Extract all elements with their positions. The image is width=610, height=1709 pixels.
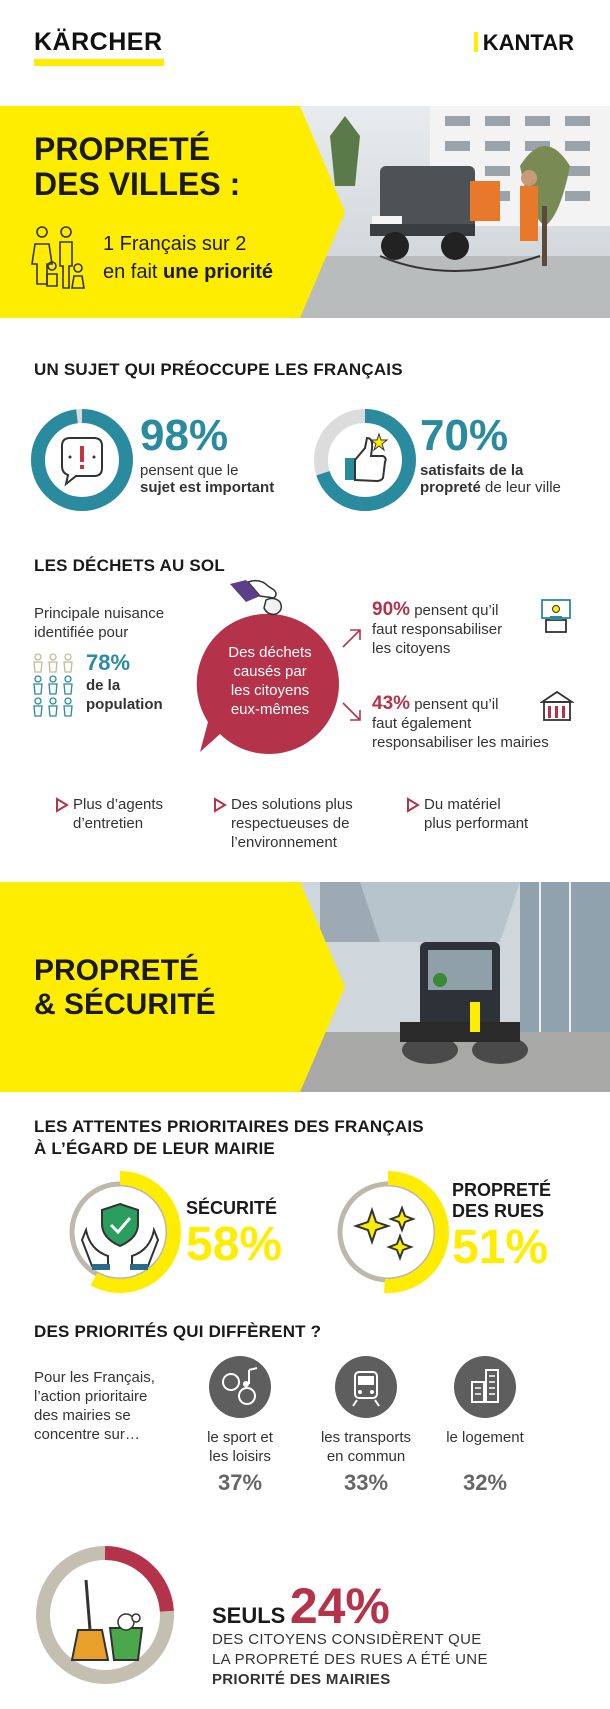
person-head-icon [65,654,71,660]
citizens-text-2: faut responsabiliser [372,621,503,638]
housing-value: 32% [462,1470,508,1495]
bubble-line-1: Des déchets [228,644,312,661]
section-4-title: DES PRIORITÉS QUI DIFFÈRENT ? [34,1322,322,1341]
kantar-logo-mark [474,32,478,52]
donut-security [58,1170,182,1294]
mayors-text-2: faut également [372,715,472,732]
person-body-icon [64,684,72,694]
bullet-2-line-3: l’environnement [231,834,337,851]
transport-line-2: en commun [326,1448,406,1465]
nuisance-line-2: identifiée pour [34,624,129,641]
housing-line-1: le logement [446,1429,524,1446]
population-line-2: population [86,696,163,713]
triangle-bullet-icon [55,797,69,813]
section-3-title-line-2: À L’ÉGARD DE LEUR MAIRIE [34,1139,275,1158]
donut-70 [313,408,417,512]
citizens-value: 90% [372,599,411,620]
intro-line-2: l’action prioritaire [34,1388,148,1405]
priority-transport [310,1356,422,1496]
security-label: SÉCURITÉ [186,1198,278,1218]
person-body-icon [49,706,57,716]
nuisance-line-1: Principale nuisance [34,605,165,622]
person-body-icon [64,662,72,672]
bubble-text [210,643,330,719]
population-grid-icon [32,650,78,720]
bullet-2-line-1: Des solutions plus [231,796,353,813]
intro-line-3: des mairies se [34,1407,131,1424]
stat-70-line-2-rest: de leur ville [480,479,561,496]
section-3-title-line-1: LES ATTENTES PRIORITAIRES DES FRANÇAIS [34,1117,424,1136]
hero-1-subtitle-line-1: 1 Français sur 2 [103,233,247,255]
hero-banner-2 [0,882,610,1092]
transport-value: 33% [343,1470,389,1495]
shield-hands-icon [82,1204,158,1270]
priority-sport [205,1356,275,1496]
cleanliness-value: 51% [452,1221,549,1274]
bullet-2 [213,795,353,852]
only-line-2: LA PROPRETÉ DES RUES A ÉTÉ UNE [212,1651,488,1668]
intro-line-1: Pour les Français, [34,1369,155,1386]
person-head-icon [35,676,41,682]
bullet-3 [406,795,528,833]
section-1-title: UN SUJET QUI PRÉOCCUPE LES FRANÇAIS [34,360,403,379]
intro-line-4: concentre sur… [34,1426,140,1443]
bubble-line-3: les citoyens [230,682,310,699]
only-line-1: DES CITOYENS CONSIDÈRENT QUE [212,1631,482,1648]
broom-bucket-icon [72,1580,142,1660]
tram-icon [335,1356,397,1418]
person-body-icon [49,662,57,672]
only-line-3: PRIORITÉ DES MAIRIES [212,1671,391,1688]
section-2-title: LES DÉCHETS AU SOL [34,556,225,575]
person-body-icon [34,706,42,716]
housing-line-2 [440,1447,530,1466]
bullet-2-line-2: respectueuses de [231,815,350,832]
population-line-1: de la [86,677,121,694]
sport-value: 37% [217,1470,263,1495]
triangle-bullet-icon [406,797,420,813]
triangle-bullet-icon [213,797,227,813]
person-body-icon [34,684,42,694]
mayors-text-3: responsabiliser les mairies [372,734,549,751]
kantar-logo-text: KANTAR [482,30,574,55]
donut-24 [30,1540,180,1690]
person-body-icon [64,706,72,716]
sport-line-2: les loisirs [209,1448,271,1465]
hand-waste-icon [230,580,281,614]
person-body-icon [49,684,57,694]
bullet-1 [55,795,163,833]
karcher-logo [34,28,164,66]
priority-housing [440,1356,530,1496]
town-hall-icon [540,690,574,724]
bullet-1-line-1: Plus d’agents [73,796,164,813]
person-head-icon [50,654,56,660]
mayors-text-1: pensent qu’il [410,696,499,713]
person-body-icon [34,662,42,672]
citizens-text-1: pensent qu’il [410,602,499,619]
alert-bubble-icon [62,438,102,484]
stat-70-line-1: satisfaits de la [420,462,524,479]
stat-98-line-1: pensent que le [140,462,239,479]
thumbs-up-icon [345,434,387,481]
cleanliness-label-2: DES RUES [452,1201,545,1221]
hero-1-title-line-1: PROPRETÉ [34,131,211,167]
hero-banner-1 [0,106,610,318]
person-head-icon [65,676,71,682]
bullet-3-line-2: plus performant [424,815,529,832]
security-value: 58% [186,1218,283,1271]
speaker-podium-icon [538,598,574,634]
stat-70-line-2-bold: propreté [420,479,481,496]
bubble-line-2: causés par [233,663,307,680]
person-head-icon [35,698,41,704]
hero-1-title-line-2: DES VILLES : [34,166,241,202]
sport-line-1: le sport et [207,1429,273,1446]
hero-1-subtitle-bold: une priorité [163,261,274,283]
hero-2-title-line-1: PROPRETÉ [34,954,200,987]
person-head-icon [50,676,56,682]
person-head-icon [50,698,56,704]
stat-70-value: 70% [420,411,509,460]
donut-98 [30,408,134,512]
sparkles-icon [356,1208,413,1258]
karcher-logo-text: KÄRCHER [34,28,163,56]
only-value: 24% [289,1578,390,1634]
family-icon [30,224,86,296]
citizens-text-3: les citoyens [372,640,451,657]
bullet-3-line-1: Du matériel [424,796,501,813]
arrow-down-right-icon [340,700,364,724]
donut-cleanliness [326,1170,450,1294]
hero-1-subtitle-prefix: en fait [103,261,164,283]
karcher-logo-bar [34,59,164,66]
person-head-icon [65,698,71,704]
transport-line-1: les transports [320,1429,412,1446]
only-label: SEULS [212,1603,286,1628]
kantar-logo [475,30,574,56]
cleanliness-label-1: PROPRETÉ [452,1180,552,1200]
person-head-icon [35,654,41,660]
hero-2-title-line-2: & SÉCURITÉ [34,988,216,1021]
buildings-icon [454,1356,516,1418]
bubble-line-4: eux-mêmes [230,701,310,718]
stat-98-line-2: sujet est important [140,479,275,496]
arrow-up-right-icon [340,626,364,650]
population-value: 78% [86,650,131,675]
bullet-1-line-2: d’entretien [73,815,144,832]
sport-leisure-icon [209,1356,271,1418]
mayors-value: 43% [372,693,411,714]
stat-98-value: 98% [140,411,229,460]
